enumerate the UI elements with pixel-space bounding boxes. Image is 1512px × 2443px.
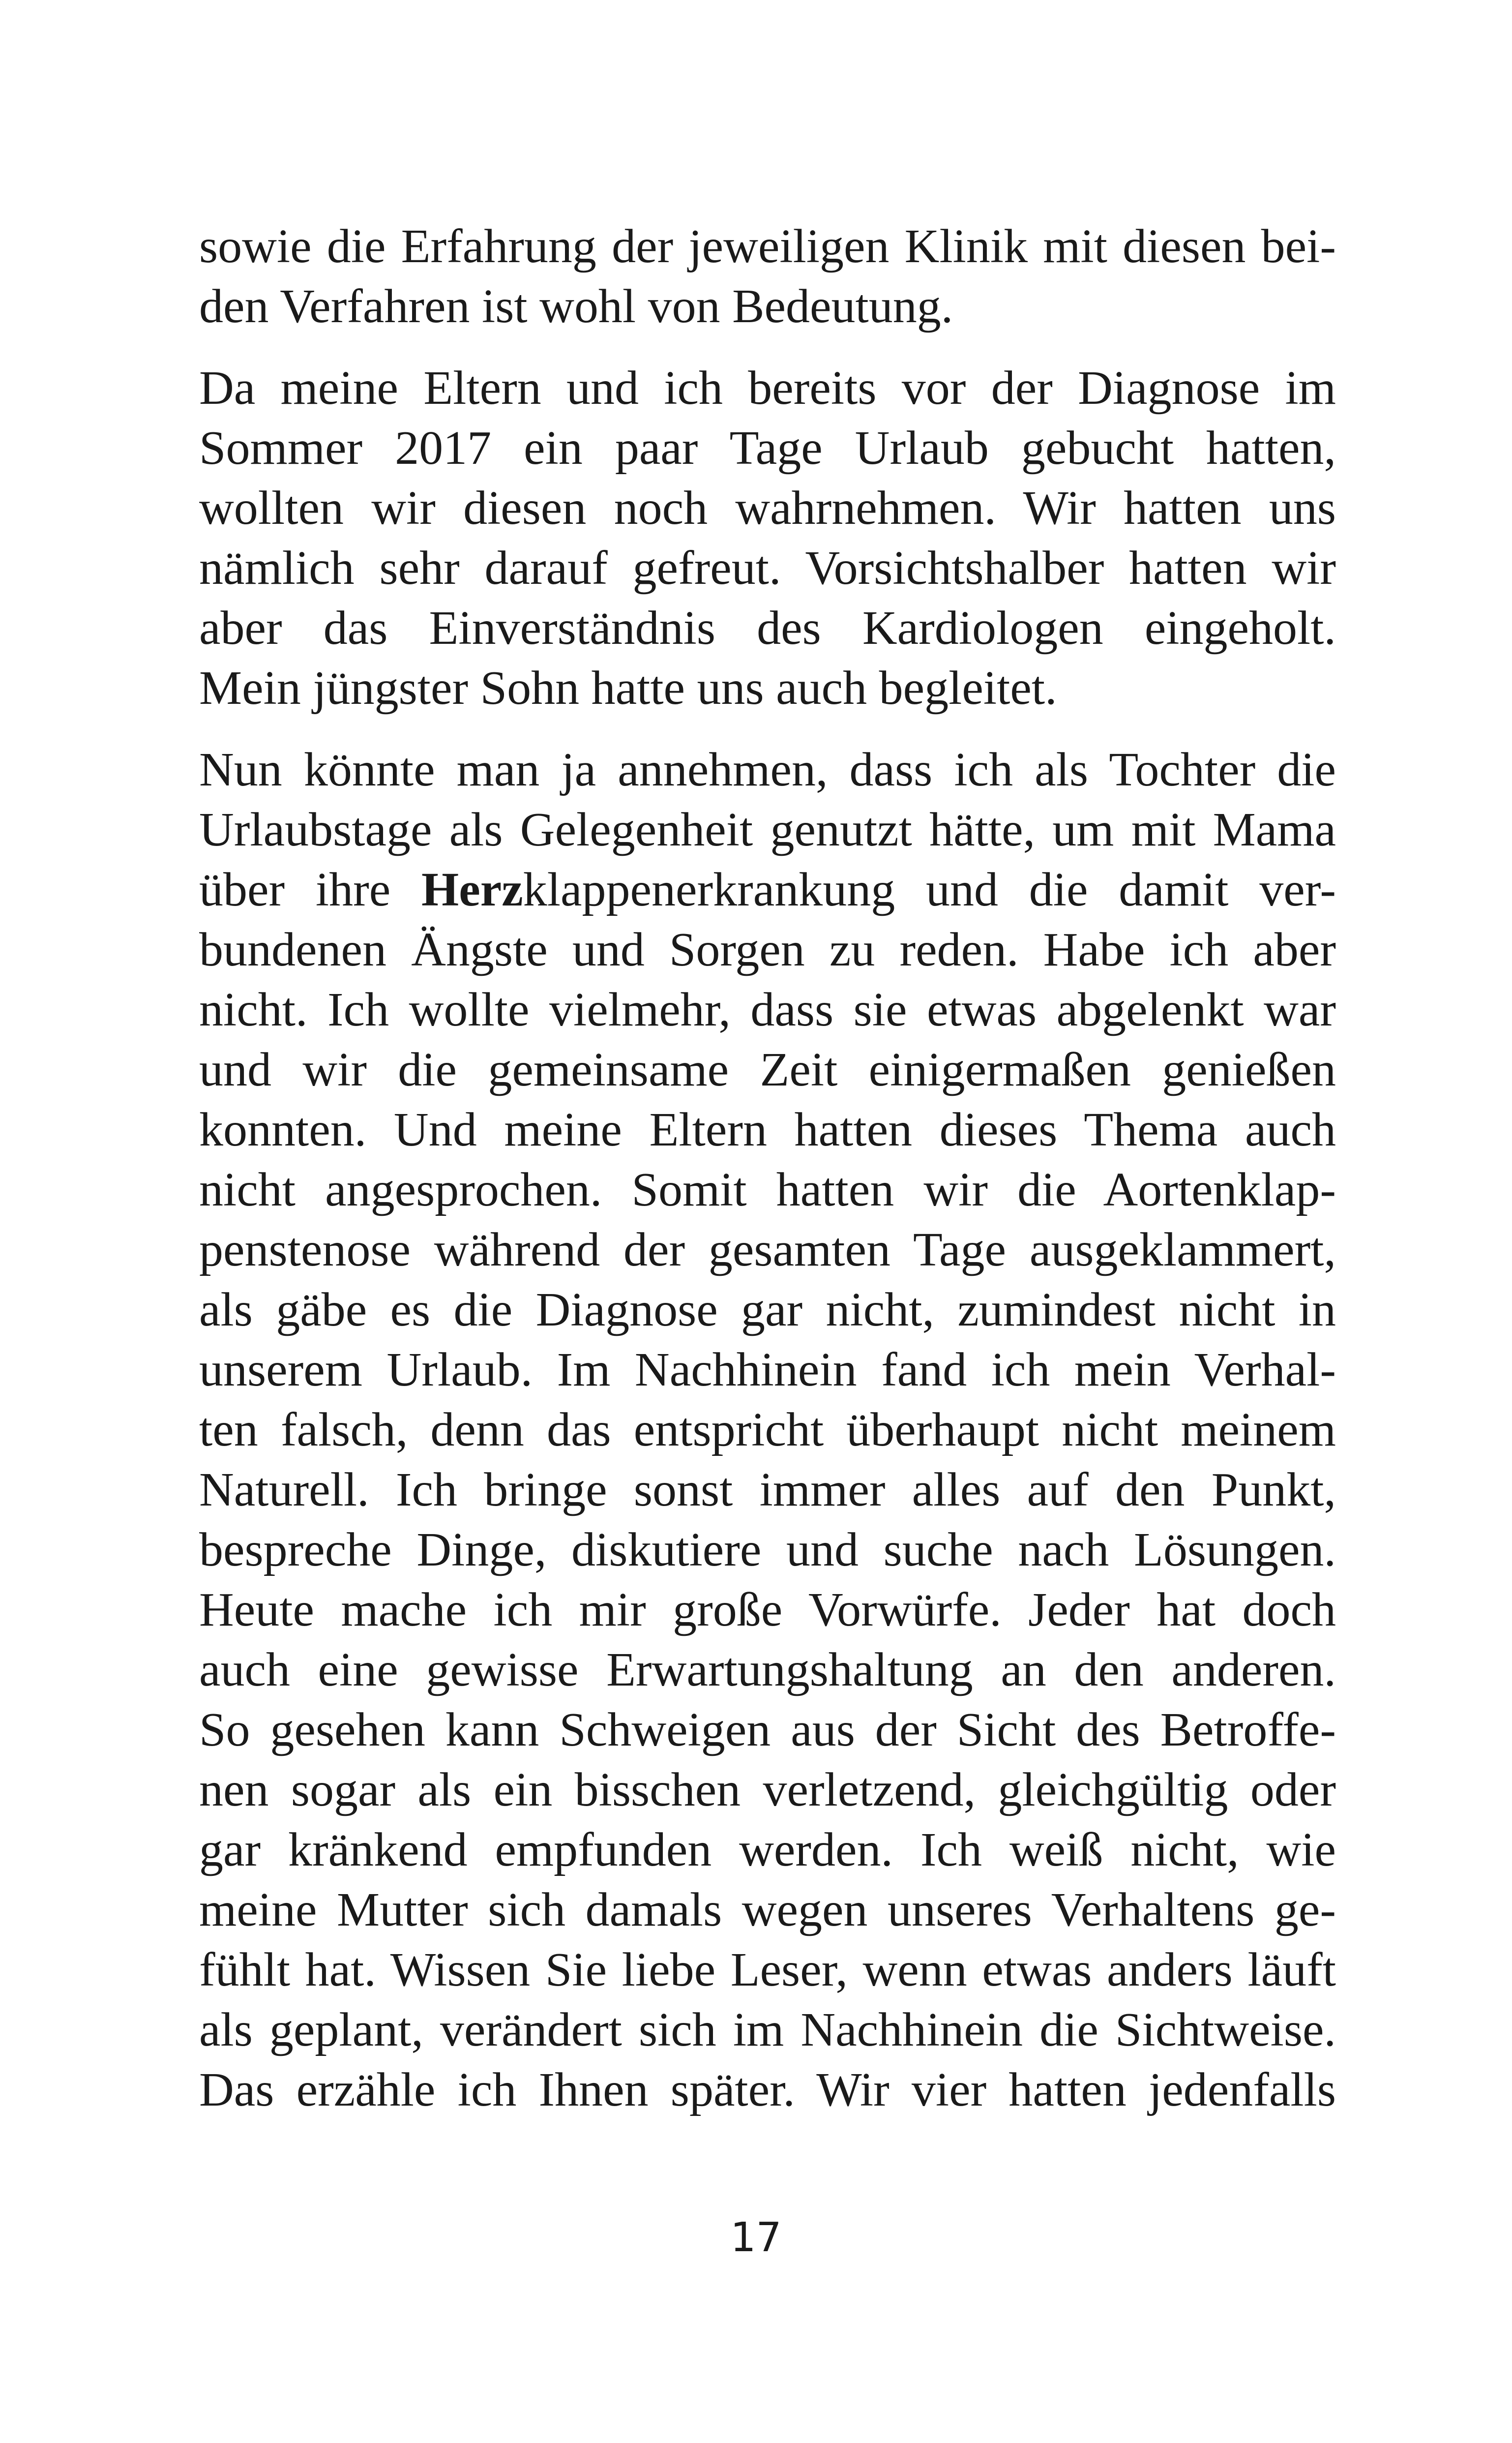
text-line: den Verfahren ist wohl von Bedeutung. xyxy=(199,280,953,333)
text-line: fühlt hat. Wissen Sie liebe Leser, wenn etwas anders läuft xyxy=(199,1943,1336,1996)
text-line: nen sogar als ein bisschen verletzend, gleichgültig oder xyxy=(199,1763,1336,1816)
text-line: Mein jüngster Sohn hatte uns auch begleitet. xyxy=(199,662,1057,715)
text-line: sowie die Erfahrung der jeweiligen Klinik mit diesen bei- xyxy=(199,220,1336,273)
text-line: als gäbe es die Diagnose gar nicht, zumindest nicht in xyxy=(199,1283,1336,1336)
text-line xyxy=(199,860,1336,920)
bold-word: Herz xyxy=(421,863,523,916)
text-line: nämlich sehr darauf gefreut. Vorsichtshalber hatten wir xyxy=(199,542,1336,595)
text-run: über ihre xyxy=(199,863,422,916)
text-line: Nun könnte man ja annehmen, dass ich als Tochter die xyxy=(199,743,1336,796)
paragraph xyxy=(199,216,1336,336)
text-line: konnten. Und meine Eltern hatten dieses Thema auch xyxy=(199,1103,1336,1156)
text-line: Sommer 2017 ein paar Tage Urlaub gebucht hatten, xyxy=(199,422,1336,475)
text-run: klappenerkrankung und die damit ver- xyxy=(523,863,1336,916)
text-line: als geplant, verändert sich im Nachhinein die Sichtweise. xyxy=(199,2003,1336,2056)
body-text xyxy=(199,216,1336,2141)
text-line: Heute mache ich mir große Vorwürfe. Jeder hat doch xyxy=(199,1583,1336,1636)
text-line: So gesehen kann Schweigen aus der Sicht des Betroffe- xyxy=(199,1703,1336,1756)
page-number: 17 xyxy=(730,2214,782,2261)
text-line: auch eine gewisse Erwartungshaltung an den anderen. xyxy=(199,1643,1336,1696)
text-line: bespreche Dinge, diskutiere und suche nach Lösungen. xyxy=(199,1523,1336,1576)
text-line: gar kränkend empfunden werden. Ich weiß nicht, wie xyxy=(199,1823,1336,1876)
text-line: nicht angesprochen. Somit hatten wir die Aortenklap- xyxy=(199,1163,1336,1216)
text-line: penstenose während der gesamten Tage ausgeklammert, xyxy=(199,1223,1336,1276)
text-line: meine Mutter sich damals wegen unseres Verhaltens ge- xyxy=(199,1883,1336,1936)
text-line: Das erzähle ich Ihnen später. Wir vier hatten jedenfalls xyxy=(199,2063,1336,2116)
text-line: Da meine Eltern und ich bereits vor der Diagnose im xyxy=(199,362,1336,415)
text-line: aber das Einverständnis des Kardiologen eingeholt. xyxy=(199,602,1336,655)
text-line: Urlaubstage als Gelegenheit genutzt hätte, um mit Mama xyxy=(199,803,1336,856)
text-line: und wir die gemeinsame Zeit einigermaßen genießen xyxy=(199,1043,1336,1096)
text-line: ten falsch, denn das entspricht überhaupt nicht meinem xyxy=(199,1403,1336,1456)
paragraph xyxy=(199,740,1336,2120)
text-line: unserem Urlaub. Im Nachhinein fand ich mein Verhal- xyxy=(199,1343,1336,1396)
text-line: wollten wir diesen noch wahrnehmen. Wir hatten uns xyxy=(199,482,1336,535)
text-line: nicht. Ich wollte vielmehr, dass sie etwas abgelenkt war xyxy=(199,983,1336,1036)
paragraph xyxy=(199,358,1336,718)
text-line: Naturell. Ich bringe sonst immer alles auf den Punkt, xyxy=(199,1463,1336,1516)
text-line: bundenen Ängste und Sorgen zu reden. Habe ich aber xyxy=(199,923,1336,976)
